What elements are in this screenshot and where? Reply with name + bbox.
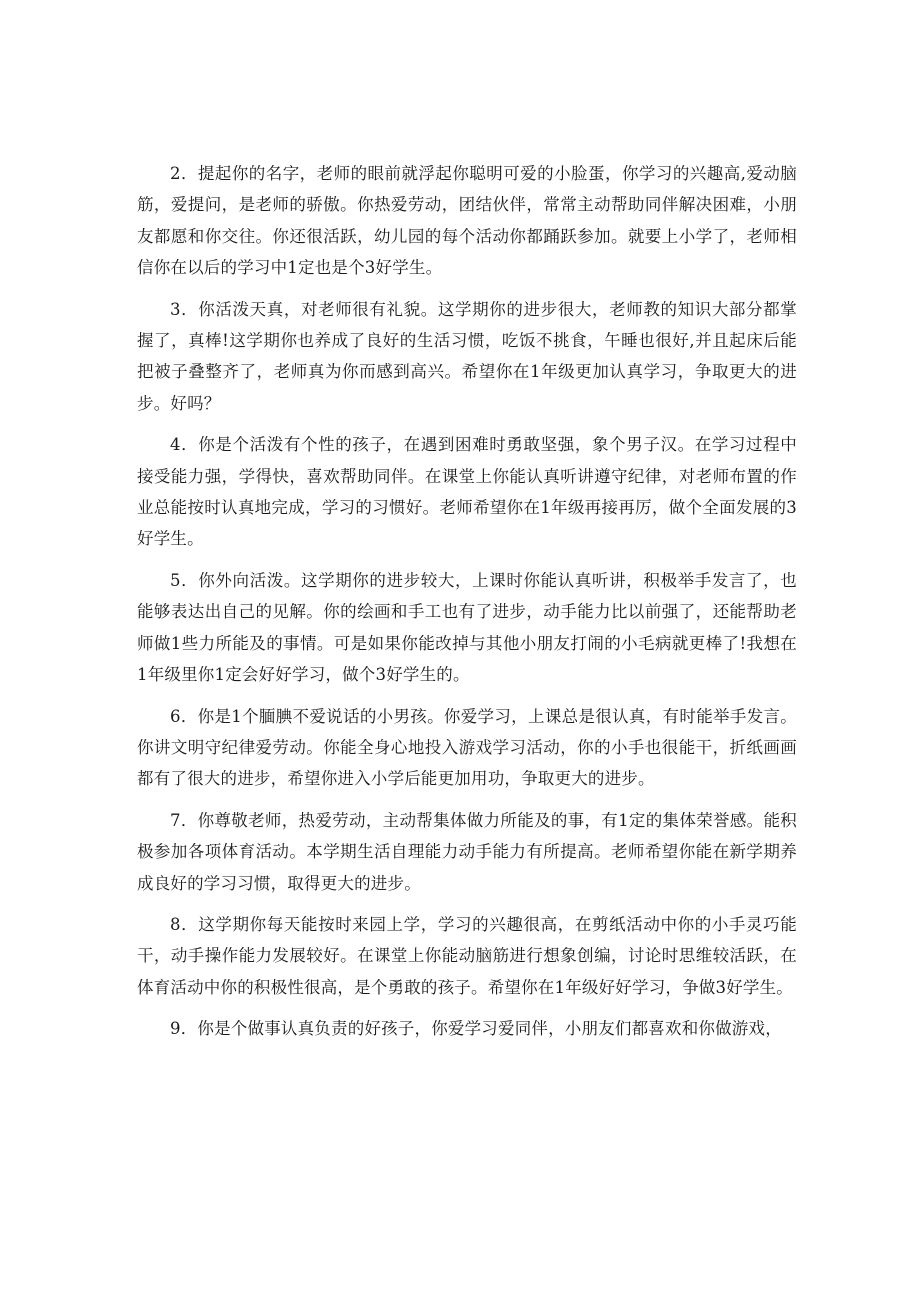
comment-paragraph-9: 9．你是个做事认真负责的好孩子，你爱学习爱同伴，小朋友们都喜欢和你做游戏， [170,1019,782,1039]
comment-paragraph-5: 5．你外向活泼。这学期你的进步较大，上课时你能认真听讲，积极举手发言了，也能够表达出自己的见解。你的绘画和手工也有了进步，动手能力比以前强了，还能帮助老师做1些力所能及的事情。可是如果你能改掉与其他小朋友打闹的小毛病就更棒了!我想在1年级里你1定会好好学习，做个3好学生的。 [137,570,797,685]
comment-paragraph-2: 2．提起你的名字，老师的眼前就浮起你聪明可爱的小脸蛋，你学习的兴趣高,爱动脑筋，爱提问，是老师的骄傲。你热爱劳动，团结伙伴，常常主动帮助同伴解决困难，小朋友都愿和你交往。你还很活跃，幼儿园的每个活动你都踊跃参加。就要上小学了，老师相信你在以后的学习中1定也是个3好学生。 [137,164,797,278]
comment-paragraph-8: 8．这学期你每天能按时来园上学，学习的兴趣很高，在剪纸活动中你的小手灵巧能干，动手操作能力发展较好。在课堂上你能动脑筋进行想象创编，讨论时思维较活跃，在体育活动中你的积极性很高，是个勇敢的孩子。希望你在1年级好好学习，争做3好学生。 [137,914,797,997]
comment-paragraph-4: 4．你是个活泼有个性的孩子，在遇到困难时勇敢坚强，象个男子汉。在学习过程中接受能力强，学得快，喜欢帮助同伴。在课堂上你能认真听讲遵守纪律，对老师布置的作业总能按时认真地完成，学习的习惯好。老师希望你在1年级再接再厉，做个全面发展的3好学生。 [137,435,797,549]
comment-paragraph-3: 3．你活泼天真，对老师很有礼貌。这学期你的进步很大，老师教的知识大部分都掌握了，真棒!这学期你也养成了良好的生活习惯，吃饭不挑食，午睡也很好,并且起床后能把被子叠整齐了，老师真为你而感到高兴。希望你在1年级更加认真学习，争取更大的进步。好吗？ [137,299,797,413]
comment-paragraph-7: 7．你尊敬老师，热爱劳动，主动帮集体做力所能及的事，有1定的集体荣誉感。能积极参加各项体育活动。本学期生活自理能力动手能力有所提高。老师希望你能在新学期养成良好的学习习惯，取得更大的进步。 [137,810,797,893]
comment-paragraph-6: 6．你是1个腼腆不爱说话的小男孩。你爱学习，上课总是很认真，有时能举手发言。你讲文明守纪律爱劳动。你能全身心地投入游戏学习活动，你的小手也很能干，折纸画画都有了很大的进步，希望你进入小学后能更加用功，争取更大的进步。 [137,706,797,789]
document-body [137,158,797,1055]
